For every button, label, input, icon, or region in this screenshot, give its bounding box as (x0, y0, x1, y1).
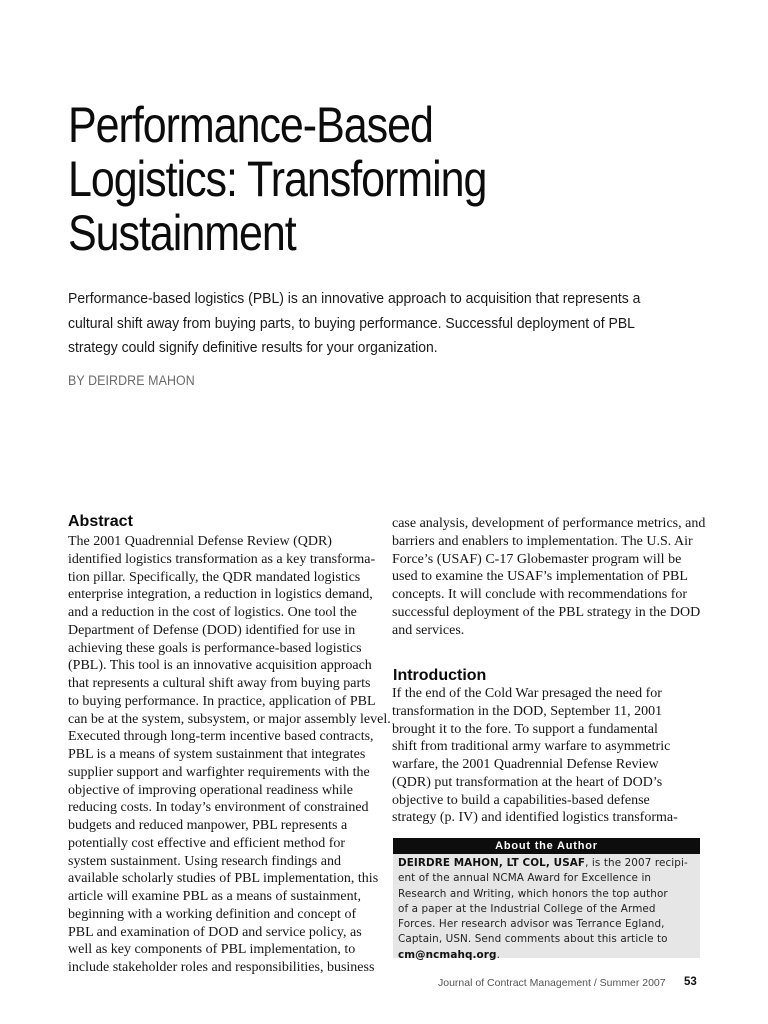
text-line: (PBL). This tool is an innovative acquisition approach (68, 658, 372, 674)
title-line: Logistics: Transforming (68, 151, 487, 207)
text-line: (QDR) put transformation at the heart of DOD’s (392, 774, 663, 790)
email-suffix: . (496, 948, 500, 961)
text-line: If the end of the Cold War presaged the need for (392, 686, 662, 701)
text-line: budgets and reduced manpower, PBL represents a (68, 818, 348, 833)
deck-line: Performance-based logistics (PBL) is an innovative approach to acquisition that represents a (68, 290, 641, 307)
text-line: article will examine PBL as a means of sustainment, (68, 889, 362, 904)
title-line: Performance-Based (68, 97, 433, 153)
author-name: DEIRDRE MAHON, LT COL, USAF (398, 857, 586, 869)
byline: BY DEIRDRE MAHON (68, 373, 195, 388)
about-author-header: About the Author (393, 838, 700, 854)
text-line: beginning with a working definition and concept of (68, 906, 357, 922)
text-line: barriers and enablers to implementation. The U.S. Air (392, 533, 693, 549)
text-line: well as key components of PBL implementation, to (68, 942, 356, 958)
text-line: The 2001 Quadrennial Defense Review (QDR) (68, 534, 332, 549)
text-line: system sustainment. Using research findings and (68, 853, 341, 869)
text-line: successful deployment of the PBL strategy in the DOD (392, 604, 701, 620)
text-line: concepts. It will conclude with recommendations for (392, 587, 688, 602)
text-line: potentially cost effective and efficient method for (68, 835, 346, 851)
text-line (398, 948, 695, 963)
text-line: Captain, USN. Send comments about this article to (398, 933, 668, 946)
author-bio-start: , is the 2007 recipi- (585, 857, 688, 869)
text-line: Executed through long-term incentive based contracts, (68, 729, 374, 745)
text-line: strategy (p. IV) and identified logistics transforma- (392, 810, 678, 826)
text-line: ent of the annual NCMA Award for Excellence in (398, 872, 652, 885)
text-line: brought it to the fore. To support a fundamental (392, 721, 658, 737)
text-line: shift from traditional army warfare to asymmetric (392, 739, 671, 755)
text-line: objective of improving operational readiness while (68, 782, 353, 798)
text-line: and a reduction in the cost of logistics. One tool the (68, 605, 357, 620)
article-deck (68, 287, 712, 361)
abstract-continued (392, 515, 704, 639)
introduction-body (392, 685, 704, 827)
page-number: 53 (684, 976, 697, 988)
text-line: Forces. Her research advisor was Terrance Egland, (398, 918, 665, 931)
text-line: achieving these goals is performance-based logistics (68, 640, 362, 656)
text-line: PBL is a means of system sustainment that integrates (68, 747, 366, 762)
text-line: to buying performance. In practice, application of PBL (68, 693, 376, 709)
text-line: transformation in the DOD, September 11, 2001 (392, 703, 663, 719)
text-line: available scholarly studies of PBL implementation, this (68, 871, 379, 887)
text-line: objective to build a capabilities-based defense (392, 792, 650, 808)
text-line: warfare, the 2001 Quadrennial Defense Review (392, 757, 659, 772)
abstract-heading: Abstract (68, 513, 133, 530)
text-line: and services. (392, 622, 465, 638)
text-line: reducing costs. In today’s environment of constrained (68, 800, 369, 816)
about-author-body (393, 854, 700, 963)
text-line: that represents a cultural shift away from buying parts (68, 676, 371, 691)
text-line: Department of Defense (DOD) identified for use in (68, 622, 356, 638)
text-line (398, 856, 695, 871)
text-line: tion pillar. Specifically, the QDR mandated logistics (68, 569, 361, 585)
abstract-body (68, 533, 391, 977)
title-line: Sustainment (68, 205, 296, 261)
text-line: identified logistics transformation as a key transforma- (68, 551, 376, 567)
text-line: of a paper at the Industrial College of the Armed (398, 902, 656, 915)
text-line: enterprise integration, a reduction in logistics demand, (68, 587, 373, 603)
introduction-heading: Introduction (393, 667, 487, 684)
text-line: case analysis, development of performance metrics, and (392, 516, 706, 531)
deck-line: cultural shift away from buying parts, to buying performance. Successful deployment of PBL (68, 314, 635, 332)
text-line: Force’s (USAF) C-17 Globemaster program will be (392, 551, 682, 567)
text-line: can be at the system, subsystem, or major assembly level. (68, 711, 391, 727)
article-title (68, 98, 618, 260)
publication-footer: Journal of Contract Management / Summer 2007 (438, 977, 666, 989)
text-line: include stakeholder roles and responsibilities, business (68, 960, 375, 975)
deck-line: strategy could signify definitive results for your organization. (68, 339, 438, 356)
text-line: PBL and examination of DOD and service policy, as (68, 924, 362, 940)
about-author-box (393, 838, 700, 961)
text-line: supplier support and warfighter requirements with the (68, 764, 370, 780)
text-line: used to examine the USAF’s implementation of PBL (392, 569, 688, 585)
text-line: Research and Writing, which honors the top author (398, 887, 668, 900)
contact-email[interactable]: cm@ncmahq.org (398, 948, 497, 961)
